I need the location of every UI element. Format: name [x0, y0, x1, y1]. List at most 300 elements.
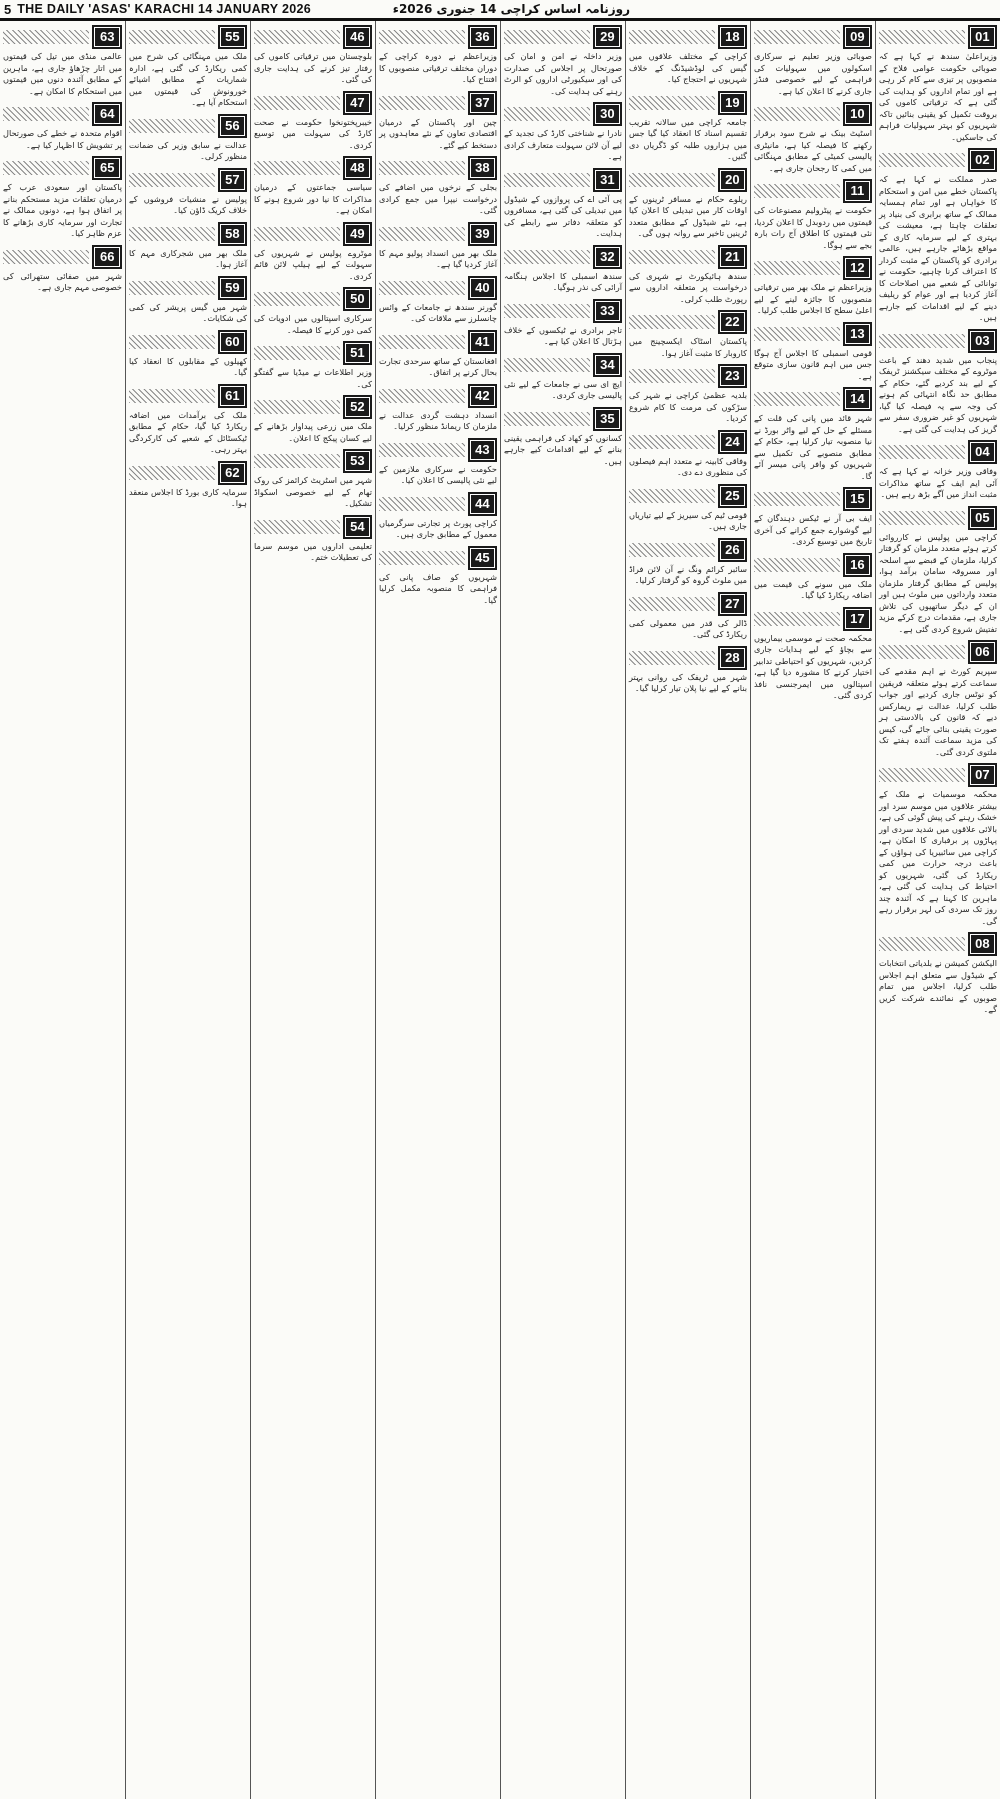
- news-item[interactable]: [754, 254, 872, 317]
- news-item-header: [504, 243, 622, 271]
- news-item-text: کھیلوں کے مقابلوں کا انعقاد کیا گیا۔: [129, 355, 247, 377]
- news-item[interactable]: [504, 23, 622, 97]
- news-item-header: [379, 544, 497, 572]
- news-item-header: [879, 761, 997, 789]
- news-item[interactable]: [504, 166, 622, 240]
- news-item[interactable]: [504, 405, 622, 468]
- news-number-badge: 45: [468, 546, 497, 570]
- news-item-text: بلدیہ عظمیٰ کراچی نے شہر کی سڑکوں کی مرمت کا کام شروع کردیا۔: [629, 390, 747, 423]
- news-number-badge: 35: [593, 407, 622, 431]
- news-item[interactable]: [379, 23, 497, 86]
- hatched-divider: [129, 227, 215, 241]
- news-item-header: [254, 447, 372, 475]
- news-item-header: [629, 482, 747, 510]
- news-item-text: ڈالر کی قدر میں معمولی کمی ریکارڈ کی گئی۔: [629, 617, 747, 639]
- news-number-badge: 55: [218, 25, 247, 49]
- news-number-badge: 23: [718, 364, 747, 388]
- news-item[interactable]: [254, 154, 372, 217]
- news-item[interactable]: [129, 112, 247, 163]
- news-item[interactable]: [254, 513, 372, 564]
- news-item-text: شہریوں کو صاف پانی کی فراہمی کا منصوبہ مکمل کرلیا گیا۔: [379, 571, 497, 605]
- hatched-divider: [629, 597, 715, 611]
- news-item[interactable]: [254, 89, 372, 152]
- news-item[interactable]: [629, 23, 747, 86]
- news-item-text: سرمایہ کاری بورڈ کا اجلاس منعقد ہوا۔: [129, 486, 247, 508]
- news-item[interactable]: [629, 89, 747, 163]
- masthead-urdu-title: روزنامہ اساس کراچی 14 جنوری 2026ء: [392, 2, 630, 16]
- hatched-divider: [754, 261, 840, 275]
- news-item-text: حکومت نے سرکاری ملازمین کے لیے نئی پالیسی کا اعلان کیا۔: [379, 463, 497, 485]
- news-item[interactable]: [629, 644, 747, 695]
- hatched-divider: [754, 612, 840, 626]
- news-number-badge: 03: [968, 329, 997, 353]
- news-item-header: [129, 274, 247, 302]
- news-item-text: موٹروے پولیس نے شہریوں کی سہولت کے لیے ہیلپ لائن قائم کردی۔: [254, 247, 372, 281]
- news-item[interactable]: [754, 605, 872, 702]
- news-item[interactable]: [3, 154, 122, 240]
- news-item-header: [379, 89, 497, 117]
- news-item[interactable]: [879, 930, 997, 1016]
- hatched-divider: [754, 30, 840, 44]
- hatched-divider: [629, 96, 715, 110]
- news-number-badge: 42: [468, 384, 497, 408]
- news-item-text: قومی اسمبلی کا اجلاس آج ہوگا جس میں اہم قانون سازی متوقع ہے۔: [754, 347, 872, 381]
- news-number-badge: 48: [343, 156, 372, 180]
- news-number-badge: 15: [843, 487, 872, 511]
- hatched-divider: [504, 358, 590, 372]
- masthead: [0, 0, 1000, 21]
- news-number-badge: 53: [343, 449, 372, 473]
- news-item-header: [629, 166, 747, 194]
- news-item-header: [754, 254, 872, 282]
- news-number-badge: 40: [468, 276, 497, 300]
- news-number-badge: 32: [593, 245, 622, 269]
- hatched-divider: [629, 315, 715, 329]
- news-number-badge: 58: [218, 222, 247, 246]
- news-number-badge: 07: [968, 763, 997, 787]
- news-item-header: [379, 328, 497, 356]
- hatched-divider: [129, 335, 215, 349]
- news-item-header: [754, 23, 872, 51]
- hatched-divider: [379, 389, 465, 403]
- news-item[interactable]: [629, 362, 747, 425]
- news-item-header: [879, 504, 997, 532]
- hatched-divider: [629, 250, 715, 264]
- news-item-text: انسداد دہشت گردی عدالت نے ملزمان کا ریمانڈ منظور کرلیا۔: [379, 409, 497, 431]
- news-item[interactable]: [504, 100, 622, 163]
- news-item[interactable]: [379, 154, 497, 217]
- hatched-divider: [879, 153, 965, 167]
- news-item-text: تعلیمی اداروں میں موسم سرما کی تعطیلات ختم۔: [254, 540, 372, 562]
- news-item-header: [129, 382, 247, 410]
- news-column: [125, 21, 250, 1799]
- news-number-badge: 57: [218, 168, 247, 192]
- hatched-divider: [504, 304, 590, 318]
- news-item[interactable]: [254, 393, 372, 444]
- news-number-badge: 44: [468, 492, 497, 516]
- news-item-header: [754, 100, 872, 128]
- news-number-badge: 50: [343, 287, 372, 311]
- news-item-text: افغانستان کے ساتھ سرحدی تجارت بحال کرنے پر اتفاق۔: [379, 355, 497, 377]
- news-item-header: [379, 274, 497, 302]
- news-item[interactable]: [629, 482, 747, 533]
- news-number-badge: 56: [218, 114, 247, 138]
- news-item-header: [754, 320, 872, 348]
- news-item-text: شہر قائد میں پانی کی قلت کے مسئلے کے حل کے لیے واٹر بورڈ نے نیا منصوبہ تیار کرلیا ہے، حکام کے مطابق منصوبے کی تکمیل سے شہریوں کو وافر پانی میسر آئے گا۔: [754, 413, 872, 481]
- news-item-header: [254, 285, 372, 313]
- news-item-text: پی آئی اے کی پروازوں کے شیڈول میں تبدیلی کی گئی ہے، مسافروں کو متعلقہ دفاتر سے رابطے کی ہدایت۔: [504, 193, 622, 238]
- news-number-badge: 19: [718, 91, 747, 115]
- news-number-badge: 18: [718, 25, 747, 49]
- news-item-text: ملک کی برآمدات میں اضافہ ریکارڈ کیا گیا، حکام کے مطابق ٹیکسٹائل کے شعبے کی کارکردگی بہتر رہی۔: [129, 409, 247, 454]
- news-column: [0, 21, 125, 1799]
- news-item-text: ملک میں مہنگائی کی شرح میں کمی ریکارڈ کی گئی ہے، ادارہ شماریات کے مطابق اشیائے خورونوش کی قیمتوں میں استحکام آیا ہے۔: [129, 51, 247, 107]
- news-number-badge: 24: [718, 430, 747, 454]
- news-number-badge: 17: [843, 607, 872, 631]
- news-item-text: شہر میں اسٹریٹ کرائمز کی روک تھام کے لیے خصوصی اسکواڈ تشکیل۔: [254, 475, 372, 508]
- news-item[interactable]: [879, 438, 997, 501]
- news-item[interactable]: [879, 761, 997, 927]
- hatched-divider: [629, 489, 715, 503]
- news-item[interactable]: [379, 274, 497, 325]
- hatched-divider: [629, 435, 715, 449]
- news-item-header: [504, 351, 622, 379]
- news-number-badge: 26: [718, 538, 747, 562]
- news-item-header: [254, 89, 372, 117]
- news-number-badge: 29: [593, 25, 622, 49]
- news-item-text: الیکشن کمیشن نے بلدیاتی انتخابات کے شیڈول سے متعلق اہم اجلاس طلب کرلیا، اجلاس میں تمام صوبوں کے نمائندے شرکت کریں گے۔: [879, 958, 997, 1014]
- news-column: [625, 21, 750, 1799]
- hatched-divider: [254, 454, 340, 468]
- news-number-badge: 49: [343, 222, 372, 246]
- news-item-header: [754, 385, 872, 413]
- news-item-header: [504, 166, 622, 194]
- news-item-text: صدر مملکت نے کہا ہے کہ پاکستان خطے میں امن و استحکام کا خواہاں ہے اور تمام ہمسایہ ممالک کے ساتھ برابری کی بنیاد پر تعلقات چاہتا ہے، معیشت کی بہتری کے لیے سرمایہ کاری کے مواقع بڑھائے جارہے ہیں، عالمی برادری کو پاکستان کے مثبت کردار کا اعتراف کرنا چاہیے، حکومت نے توانائی کے شعبے میں اصلاحات کا آغاز کردیا ہے اور عوام کو ریلیف دینے کے لیے اقدامات کیے جارہے ہیں۔: [879, 174, 997, 322]
- hatched-divider: [504, 250, 590, 264]
- news-item-header: [504, 100, 622, 128]
- news-number-badge: 21: [718, 245, 747, 269]
- hatched-divider: [254, 96, 340, 110]
- news-item[interactable]: [879, 327, 997, 436]
- news-number-badge: 61: [218, 384, 247, 408]
- hatched-divider: [879, 334, 965, 348]
- news-item[interactable]: [3, 100, 122, 151]
- news-number-badge: 60: [218, 330, 247, 354]
- news-item-text: شہر میں ٹریفک کی روانی بہتر بنانے کے لیے نیا پلان تیار کرلیا گیا۔: [629, 671, 747, 693]
- news-item-text: کراچی میں پولیس نے کارروائی کرتے ہوئے متعدد ملزمان کو گرفتار کرلیا، ملزمان کے قبضے سے اسلحہ اور مسروقہ سامان برآمد ہوا، پولیس کے مطابق گرفتار ملزمان متعدد وارداتوں میں ملوث ہیں اور ان کے دیگر ساتھیوں کی تلاش جاری ہے، مقدمات درج کرکے مزید تفتیش شروع کردی گئی ہے۔: [879, 531, 997, 634]
- news-item-text: پنجاب میں شدید دھند کے باعث موٹروے کے مختلف سیکشنز ٹریفک کے لیے بند کردیے گئے، حکام کے مطابق حد نگاہ انتہائی کم ہونے کی وجہ سے یہ فیصلہ کیا گیا، شہریوں کو غیر ضروری سفر سے گریز کی ہدایت کی گئی ہے۔: [879, 354, 997, 434]
- news-item-header: [129, 166, 247, 194]
- news-item-text: ملک میں زرعی پیداوار بڑھانے کے لیے کسان پیکج کا اعلان۔: [254, 421, 372, 443]
- news-number-badge: 38: [468, 156, 497, 180]
- news-item[interactable]: [379, 544, 497, 607]
- news-number-badge: 66: [92, 245, 122, 269]
- news-item-text: ملک بھر میں انسداد پولیو مہم کا آغاز کردیا گیا ہے۔: [379, 247, 497, 269]
- news-item-header: [254, 23, 372, 51]
- news-number-badge: 33: [593, 299, 622, 323]
- news-item[interactable]: [129, 23, 247, 109]
- news-item-header: [629, 362, 747, 390]
- news-item-text: خیبرپختونخوا حکومت نے صحت کارڈ کی سہولت میں توسیع کردی۔: [254, 116, 372, 150]
- news-item-text: عالمی منڈی میں تیل کی قیمتوں میں اتار چڑھاؤ جاری ہے، ماہرین کے مطابق آئندہ دنوں میں قیمتوں میں استحکام کا امکان ہے۔: [3, 51, 122, 96]
- news-item[interactable]: [3, 23, 122, 97]
- news-column: [250, 21, 375, 1799]
- news-item-text: صوبائی وزیر تعلیم نے سرکاری اسکولوں میں سہولیات کی فراہمی کے لیے خصوصی فنڈز جاری کرنے کا اعلان کیا ہے۔: [754, 51, 872, 96]
- hatched-divider: [379, 96, 465, 110]
- hatched-divider: [129, 466, 215, 480]
- hatched-divider: [254, 161, 340, 175]
- news-item-text: حکومت نے پیٹرولیم مصنوعات کی قیمتوں میں ردوبدل کا اعلان کردیا، نئی قیمتوں کا اطلاق آج رات بارہ بجے سے ہوگا۔: [754, 205, 872, 250]
- news-item[interactable]: [879, 23, 997, 143]
- news-item-header: [3, 243, 122, 271]
- news-item-header: [504, 297, 622, 325]
- news-item[interactable]: [504, 243, 622, 294]
- news-item[interactable]: [254, 23, 372, 86]
- news-item[interactable]: [629, 428, 747, 479]
- news-item-header: [629, 308, 747, 336]
- news-item[interactable]: [129, 382, 247, 456]
- news-item-text: کراچی کے مختلف علاقوں میں گیس کی لوڈشیڈنگ کے خلاف شہریوں نے احتجاج کیا۔: [629, 51, 747, 84]
- news-item-text: بلوچستان میں ترقیاتی کاموں کی رفتار تیز کرنے کی ہدایت جاری کی گئی۔: [254, 51, 372, 84]
- news-number-badge: 65: [92, 156, 122, 180]
- hatched-divider: [3, 250, 89, 264]
- news-item-header: [879, 930, 997, 958]
- news-number-badge: 52: [343, 395, 372, 419]
- news-item-header: [879, 23, 997, 51]
- news-columns: [0, 21, 1000, 1799]
- news-item-header: [379, 436, 497, 464]
- hatched-divider: [129, 389, 215, 403]
- news-item-header: [379, 220, 497, 248]
- news-item[interactable]: [379, 490, 497, 541]
- news-item[interactable]: [129, 220, 247, 271]
- news-item[interactable]: [379, 382, 497, 433]
- news-item-text: پولیس نے منشیات فروشوں کے خلاف کریک ڈاؤن کیا۔: [129, 193, 247, 215]
- hatched-divider: [504, 107, 590, 121]
- news-item-text: پاکستان اور سعودی عرب کے درمیان تعلقات مزید مستحکم بنانے پر اتفاق ہوا ہے، دونوں ممالک نے تجارت اور سرمایہ کاری بڑھانے کا عزم ظاہر کیا۔: [3, 182, 122, 238]
- news-item[interactable]: [879, 504, 997, 636]
- hatched-divider: [879, 937, 965, 951]
- news-item-header: [754, 551, 872, 579]
- news-item-header: [504, 23, 622, 51]
- news-number-badge: 30: [593, 102, 622, 126]
- hatched-divider: [629, 30, 715, 44]
- news-number-badge: 20: [718, 168, 747, 192]
- news-item[interactable]: [629, 166, 747, 240]
- news-number-badge: 36: [468, 25, 497, 49]
- hatched-divider: [754, 184, 840, 198]
- news-item-header: [129, 459, 247, 487]
- news-item-text: عدالت نے سابق وزیر کی ضمانت منظور کرلی۔: [129, 139, 247, 161]
- news-number-badge: 51: [343, 341, 372, 365]
- hatched-divider: [504, 30, 590, 44]
- news-item[interactable]: [379, 328, 497, 379]
- news-item-text: سیاسی جماعتوں کے درمیان مذاکرات کا نیا دور شروع ہونے کا امکان ہے۔: [254, 182, 372, 215]
- news-number-badge: 63: [92, 25, 122, 49]
- news-number-badge: 47: [343, 91, 372, 115]
- hatched-divider: [879, 768, 965, 782]
- news-number-badge: 05: [968, 506, 997, 530]
- news-item-text: گورنر سندھ نے جامعات کے وائس چانسلرز سے ملاقات کی۔: [379, 301, 497, 323]
- news-item[interactable]: [129, 328, 247, 379]
- news-item[interactable]: [129, 166, 247, 217]
- news-number-badge: 22: [718, 310, 747, 334]
- news-number-badge: 11: [843, 179, 872, 203]
- hatched-divider: [754, 107, 840, 121]
- news-item-text: سندھ ہائیکورٹ نے شہری کی درخواست پر متعلقہ اداروں سے رپورٹ طلب کرلی۔: [629, 270, 747, 304]
- news-item-text: شہر میں گیس پریشر کی کمی کی شکایات۔: [129, 301, 247, 323]
- masthead-left: [0, 2, 311, 17]
- hatched-divider: [879, 445, 965, 459]
- news-item[interactable]: [504, 297, 622, 348]
- hatched-divider: [254, 292, 340, 306]
- news-item[interactable]: [3, 243, 122, 294]
- news-number-badge: 27: [718, 592, 747, 616]
- news-number-badge: 16: [843, 553, 872, 577]
- news-number-badge: 59: [218, 276, 247, 300]
- news-item-header: [629, 243, 747, 271]
- news-item-header: [379, 154, 497, 182]
- news-item[interactable]: [629, 536, 747, 587]
- hatched-divider: [504, 412, 590, 426]
- news-item-text: ملک میں سونے کی قیمت میں اضافہ ریکارڈ کیا گیا۔: [754, 578, 872, 600]
- page-number: 5: [4, 1, 12, 17]
- news-number-badge: 10: [843, 102, 872, 126]
- news-item-header: [254, 339, 372, 367]
- hatched-divider: [879, 645, 965, 659]
- news-number-badge: 62: [218, 461, 247, 485]
- news-column: [500, 21, 625, 1799]
- hatched-divider: [754, 492, 840, 506]
- news-item-header: [879, 327, 997, 355]
- news-item-text: تاجر برادری نے ٹیکسوں کے خلاف ہڑتال کا اعلان کیا ہے۔: [504, 324, 622, 346]
- news-item-header: [754, 605, 872, 633]
- news-item-header: [629, 89, 747, 117]
- news-item-text: بجلی کے نرخوں میں اضافے کی درخواست نیپرا میں جمع کرادی گئی۔: [379, 182, 497, 215]
- news-item-header: [129, 23, 247, 51]
- news-number-badge: 28: [718, 646, 747, 670]
- news-number-badge: 04: [968, 440, 997, 464]
- news-item[interactable]: [754, 551, 872, 602]
- news-item[interactable]: [629, 590, 747, 641]
- news-item[interactable]: [129, 459, 247, 510]
- news-item-text: وزیراعلیٰ سندھ نے کہا ہے کہ صوبائی حکومت عوامی فلاح کے منصوبوں پر تیزی سے کام کر رہی ہے اور تمام اداروں کو ہدایت کی گئی ہے کہ ترقیاتی کاموں کی بروقت تکمیل کو یقینی بنائیں تاکہ شہریوں کو بہتر سہولیات فراہم کی جاسکیں۔: [879, 51, 997, 142]
- news-item-header: [629, 644, 747, 672]
- news-item-header: [879, 638, 997, 666]
- news-item-header: [3, 154, 122, 182]
- news-item-text: جامعہ کراچی میں سالانہ تقریب تقسیم اسناد کا انعقاد کیا گیا جس میں ہزاروں طلبہ کو ڈگریاں دی گئیں۔: [629, 116, 747, 161]
- news-item-text: ایچ ای سی نے جامعات کے لیے نئی پالیسی جاری کردی۔: [504, 378, 622, 400]
- hatched-divider: [379, 227, 465, 241]
- news-item[interactable]: [629, 243, 747, 306]
- news-item[interactable]: [754, 100, 872, 174]
- news-item-header: [629, 23, 747, 51]
- news-item[interactable]: [754, 177, 872, 251]
- news-number-badge: 34: [593, 353, 622, 377]
- news-item-text: اسٹیٹ بینک نے شرح سود برقرار رکھنے کا فیصلہ کیا ہے، مانیٹری پالیسی کمیٹی کے مطابق مہنگائی میں کمی کا رجحان جاری ہے۔: [754, 128, 872, 173]
- news-item[interactable]: [254, 447, 372, 510]
- news-item[interactable]: [254, 285, 372, 336]
- news-item-header: [254, 513, 372, 541]
- news-item-text: اقوام متحدہ نے خطے کی صورتحال پر تشویش کا اظہار کیا ہے۔: [3, 128, 122, 150]
- news-item[interactable]: [129, 274, 247, 325]
- news-item-text: ایف بی آر نے ٹیکس دہندگان کے لیے گوشوارے جمع کرانے کی آخری تاریخ میں توسیع کردی۔: [754, 513, 872, 546]
- news-item-header: [129, 328, 247, 356]
- news-item[interactable]: [879, 638, 997, 758]
- news-number-badge: 64: [92, 102, 122, 126]
- hatched-divider: [379, 443, 465, 457]
- news-number-badge: 39: [468, 222, 497, 246]
- news-number-badge: 09: [843, 25, 872, 49]
- news-item-header: [254, 393, 372, 421]
- news-item[interactable]: [754, 485, 872, 548]
- hatched-divider: [379, 30, 465, 44]
- news-item-header: [379, 23, 497, 51]
- news-item-header: [129, 112, 247, 140]
- news-item[interactable]: [754, 385, 872, 482]
- hatched-divider: [3, 30, 89, 44]
- hatched-divider: [629, 173, 715, 187]
- news-item[interactable]: [879, 146, 997, 324]
- hatched-divider: [254, 30, 340, 44]
- news-item-text: شہر میں صفائی ستھرائی کی خصوصی مہم جاری ہے۔: [3, 270, 122, 292]
- news-item-header: [879, 146, 997, 174]
- news-item-text: پاکستان اسٹاک ایکسچینج میں کاروبار کا مثبت آغاز ہوا۔: [629, 336, 747, 358]
- news-item[interactable]: [379, 89, 497, 152]
- hatched-divider: [379, 551, 465, 565]
- news-number-badge: 54: [343, 515, 372, 539]
- news-item-header: [754, 177, 872, 205]
- news-item-header: [754, 485, 872, 513]
- news-item-text: وفاقی کابینہ نے متعدد اہم فیصلوں کی منظوری دے دی۔: [629, 455, 747, 477]
- news-item[interactable]: [754, 320, 872, 383]
- hatched-divider: [629, 543, 715, 557]
- hatched-divider: [254, 520, 340, 534]
- hatched-divider: [254, 346, 340, 360]
- hatched-divider: [129, 30, 215, 44]
- news-number-badge: 14: [843, 387, 872, 411]
- hatched-divider: [629, 369, 715, 383]
- news-item-header: [504, 405, 622, 433]
- news-item-header: [254, 220, 372, 248]
- news-item-header: [879, 438, 997, 466]
- hatched-divider: [129, 281, 215, 295]
- news-item[interactable]: [254, 339, 372, 390]
- news-item-text: سرکاری اسپتالوں میں ادویات کی کمی دور کرنے کا فیصلہ۔: [254, 313, 372, 335]
- news-item-header: [3, 23, 122, 51]
- masthead-english-title: THE DAILY 'ASAS' KARACHI 14 JANUARY 2026: [17, 2, 311, 16]
- news-item-text: کراچی پورٹ پر تجارتی سرگرمیاں معمول کے مطابق جاری ہیں۔: [379, 517, 497, 539]
- news-item[interactable]: [629, 308, 747, 359]
- news-item[interactable]: [379, 436, 497, 487]
- news-item[interactable]: [379, 220, 497, 271]
- news-item[interactable]: [254, 220, 372, 283]
- news-item-header: [254, 154, 372, 182]
- news-item-header: [629, 536, 747, 564]
- hatched-divider: [754, 392, 840, 406]
- news-item-text: ملک بھر میں شجرکاری مہم کا آغاز ہوا۔: [129, 247, 247, 269]
- hatched-divider: [379, 335, 465, 349]
- news-item-header: [379, 382, 497, 410]
- hatched-divider: [254, 227, 340, 241]
- news-item-text: چین اور پاکستان کے درمیان اقتصادی تعاون کے نئے معاہدوں پر دستخط کیے گئے۔: [379, 116, 497, 150]
- news-item[interactable]: [504, 351, 622, 402]
- news-item[interactable]: [754, 23, 872, 97]
- news-number-badge: 46: [343, 25, 372, 49]
- hatched-divider: [379, 497, 465, 511]
- news-item-text: وزیراعظم نے دورہ کراچی کے دوران مختلف ترقیاتی منصوبوں کا افتتاح کیا۔: [379, 51, 497, 84]
- news-item-header: [379, 490, 497, 518]
